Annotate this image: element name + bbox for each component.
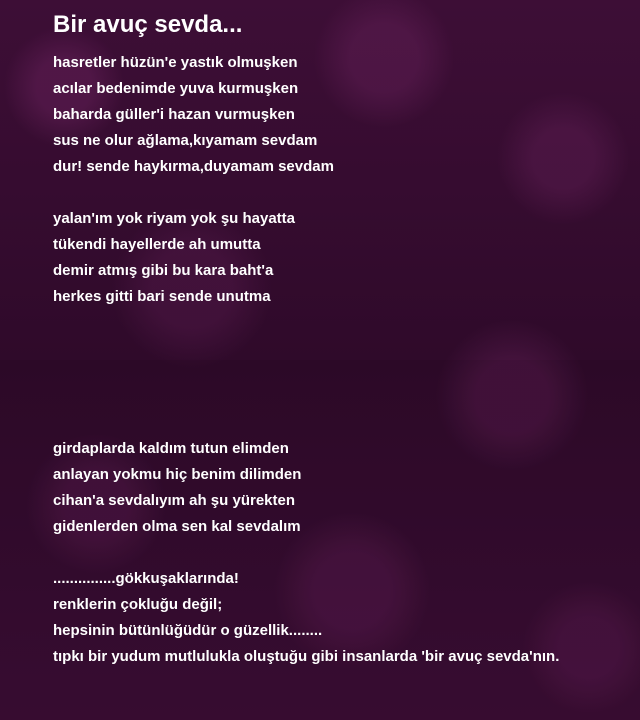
poem-line: tükendi hayellerde ah umutta (53, 236, 261, 253)
stanza-2 (53, 206, 633, 310)
poem-line: dur! sende haykırma,duyamam sevdam (53, 158, 334, 175)
poem-line: tıpkı bir yudum mutlulukla oluştuğu gibi insanlarda 'bir avuç sevda'nın. (53, 648, 560, 665)
poem-line: herkes gitti bari sende unutma (53, 288, 271, 305)
poem-line: yalan'ım yok riyam yok şu hayatta (53, 210, 296, 227)
poem-line: hepsinin bütünlüğüdür o güzellik........ (53, 622, 323, 639)
poem-line: ...............gökkuşaklarında! (53, 570, 239, 587)
poem-line: anlayan yokmu hiç benim dilimden (53, 466, 302, 483)
poem-line: demir atmış gibi bu kara baht'a (53, 262, 274, 279)
stanza-1 (53, 50, 633, 180)
stanza-3 (53, 436, 633, 540)
poem-line: girdaplarda kaldım tutun elimden (53, 440, 289, 457)
stanza-4 (53, 566, 633, 670)
poem-line: baharda güller'i hazan vurmuşken (53, 106, 295, 123)
poem-title: Bir avuç sevda... (53, 11, 243, 38)
poem-line: acılar bedenimde yuva kurmuşken (53, 80, 299, 97)
poem-line: hasretler hüzün'e yastık olmuşken (53, 54, 298, 71)
poem-line: renklerin çokluğu değil; (53, 596, 223, 613)
poem-line: sus ne olur ağlama,kıyamam sevdam (53, 132, 318, 149)
poem (53, 10, 633, 670)
poem-line: cihan'a sevdalıyım ah şu yürekten (53, 492, 296, 509)
poem-line: gidenlerden olma sen kal sevdalım (53, 518, 301, 535)
